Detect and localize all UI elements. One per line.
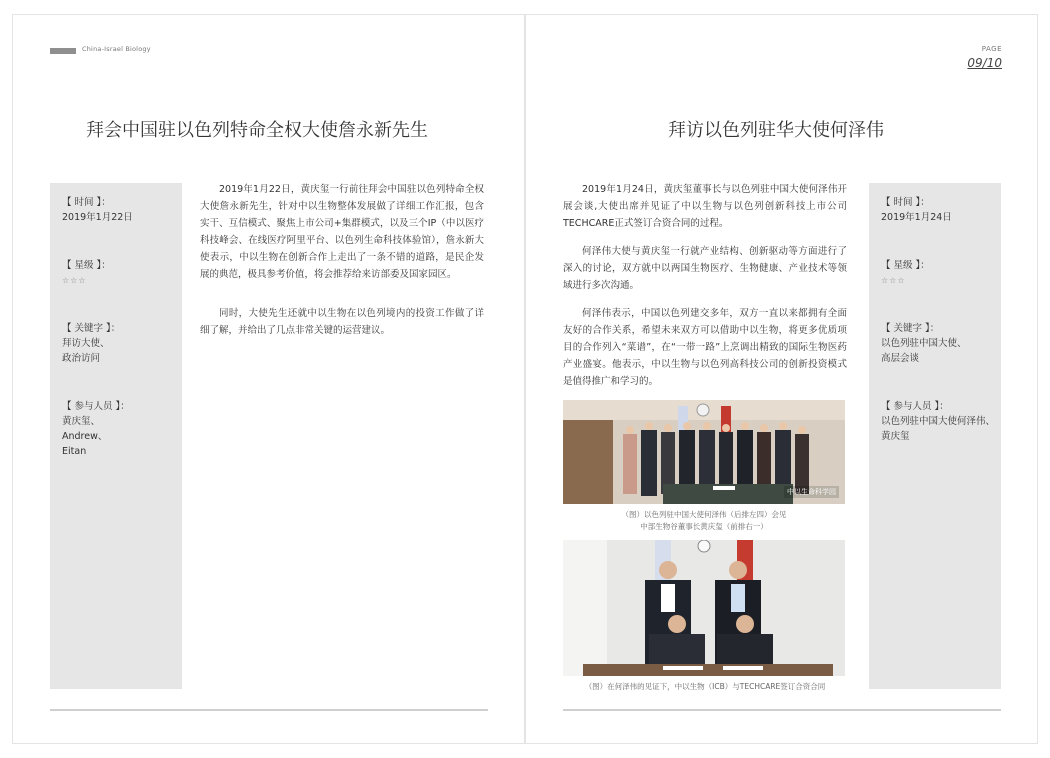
participant-item: Eitan: [62, 446, 87, 457]
level-label: 【 星级 】：: [881, 260, 930, 271]
signing-photo-illustration: [563, 540, 845, 676]
photo2-caption: （图）在何泽伟的见证下，中以生物（ICB）与TECHCARE签订合资合同: [584, 682, 826, 691]
brand-bar: [50, 48, 76, 54]
keywords-label: 【 关键字 】：: [62, 323, 121, 334]
time-label: 【 时间 】：: [62, 197, 111, 208]
keyword-item: 高层会谈: [881, 353, 920, 364]
participants-label: 【 参与人员 】：: [881, 401, 949, 412]
signing-photo: [563, 540, 845, 676]
participant-item: 黄庆玺: [881, 431, 910, 442]
right-paragraph-3: 何泽伟表示，中国以色列建交多年，双方一直以来都拥有全面友好的合作关系，希望未来双方可以借助中以生物，将更多优质项目的合作列入“菜谱”，在“一带一路”上烹调出精致的国际生物医药产业盛宴。他表示，中以生物与以色列高科技公司的创新投资模式是值得推广和学习的。: [563, 308, 847, 387]
page-number: 09/10: [967, 56, 1002, 70]
photo1-caption-line2: 中部生物谷董事长黄庆玺（前排右一）: [640, 522, 768, 531]
level-label: 【 星级 】：: [62, 260, 111, 271]
photo-watermark: 中以生命科学园: [784, 486, 839, 498]
level-stars: ☆☆☆: [881, 276, 906, 285]
left-info-sidebar: [50, 183, 182, 689]
meeting-photo: [563, 400, 845, 504]
left-bottom-rule: [50, 709, 488, 711]
level-stars: ☆☆☆: [62, 276, 87, 285]
page-label: PAGE: [981, 45, 1002, 53]
right-title: 拜访以色列驻华大使何泽伟: [668, 120, 884, 141]
right-bottom-rule: [563, 709, 1001, 711]
participant-item: Andrew、: [62, 431, 108, 442]
participant-item: 以色列驻中国大使何泽伟、: [881, 416, 996, 427]
left-paragraph-1: 2019年1月22日，黄庆玺一行前往拜会中国驻以色列特命全权大使詹永新先生，针对中以生物整体发展做了详细工作汇报，包含实干、互信模式、聚焦上市公司+集群模式，以及三个IP（中以医疗科技峰会、在线医疗阿里平台、以色列生命科技体验馆），詹永新大使表示，中以生物在创新合作上走出了一条不错的道路，是民企发展的典范，极具参考价值，将会推荐给来访部委及国家园区。: [200, 184, 484, 280]
keyword-item: 政治访问: [62, 353, 101, 364]
brand-name: China-Israel Biology: [82, 45, 151, 53]
participants-label: 【 参与人员 】：: [62, 401, 130, 412]
keyword-item: 拜访大使、: [62, 338, 110, 349]
participant-item: 黄庆玺、: [62, 416, 101, 427]
time-value: 2019年1月22日: [62, 212, 133, 223]
right-paragraph-1: 2019年1月24日，黄庆玺董事长与以色列驻中国大使何泽伟开展会谈,大使出席并见证了中以生物与以色列创新科技上市公司TECHCARE正式签订合资合同的过程。: [563, 184, 847, 229]
left-paragraph-2: 同时，大使先生还就中以生物在以色列境内的投资工作做了详细了解，并给出了几点非常关键的运营建议。: [200, 308, 484, 336]
left-title: 拜会中国驻以色列特命全权大使詹永新先生: [86, 120, 428, 141]
photo1-caption-line1: （图）以色列驻中国大使何泽伟（后排左四）会见: [621, 510, 787, 519]
keyword-item: 以色列驻中国大使、: [881, 338, 967, 349]
keywords-label: 【 关键字 】：: [881, 323, 940, 334]
right-paragraph-2: 何泽伟大使与黄庆玺一行就产业结构、创新驱动等方面进行了深入的讨论，双方就中以两国生物医疗、生物健康、产业技术等领域进行多次沟通。: [563, 246, 847, 291]
time-value: 2019年1月24日: [881, 212, 952, 223]
right-info-sidebar: [869, 183, 1001, 689]
photo1-caption: [563, 509, 845, 533]
time-label: 【 时间 】：: [881, 197, 930, 208]
